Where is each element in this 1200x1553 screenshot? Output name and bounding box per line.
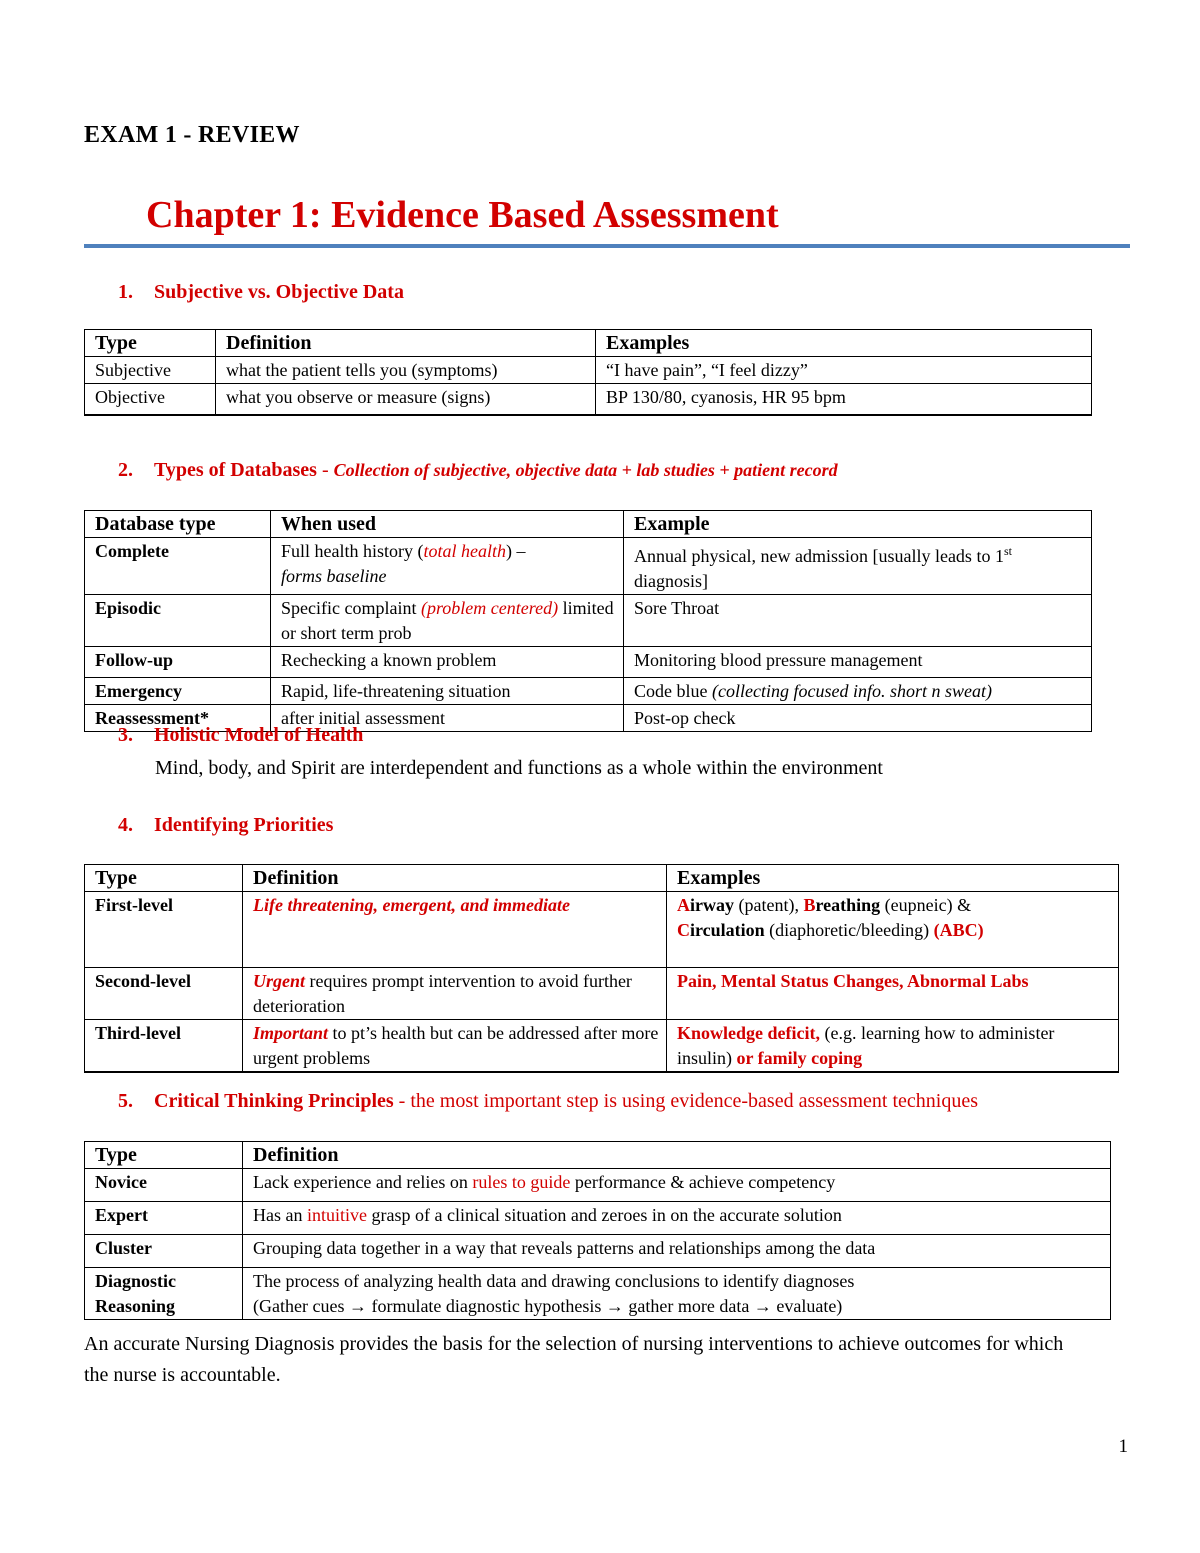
column-header: Definition	[243, 1142, 1111, 1169]
cell-highlight: Urgent	[253, 971, 306, 991]
section-number: 4.	[118, 814, 133, 836]
table-cell	[667, 892, 1119, 968]
critical-thinking-table	[84, 1141, 1111, 1320]
cell-highlight: Important	[253, 1023, 329, 1043]
section-title: Identifying Priorities	[154, 814, 334, 836]
section-4-heading	[84, 814, 333, 837]
table-header-row	[85, 865, 1119, 892]
table-cell: Third-level	[85, 1020, 243, 1073]
cell-text: limited or short term prob	[281, 598, 614, 643]
table-row	[85, 968, 1119, 1020]
section-number: 3.	[118, 724, 133, 746]
cell-highlight: Knowledge deficit,	[677, 1023, 820, 1043]
column-header: Examples	[596, 330, 1092, 357]
cell-highlight: intuitive	[306, 1205, 367, 1225]
table-header-row	[85, 511, 1092, 538]
table-row	[85, 1202, 1111, 1235]
chapter-title: Chapter 1: Evidence Based Assessment	[146, 194, 779, 236]
cell-text: (patent),	[734, 895, 804, 915]
table-row	[85, 1020, 1119, 1073]
table-cell: Life threatening, emergent, and immediate	[243, 892, 667, 968]
table-cell: Monitoring blood pressure management	[624, 647, 1092, 678]
cell-text: (collecting focused info. short n sweat)	[712, 681, 992, 701]
table-row	[85, 647, 1092, 678]
cell-text: diagnosis]	[634, 571, 708, 591]
cell-highlight: C	[677, 920, 690, 940]
column-header: Database type	[85, 511, 271, 538]
section-number: 2.	[118, 459, 133, 481]
table-row	[85, 678, 1092, 705]
cell-highlight: (problem centered)	[420, 598, 559, 618]
table-cell: after initial assessment	[271, 705, 624, 732]
section-5-heading	[84, 1090, 978, 1113]
cell-superscript: st	[1003, 544, 1012, 558]
cell-highlight: A	[677, 895, 690, 915]
priorities-table	[84, 864, 1119, 1073]
column-header: Definition	[216, 330, 596, 357]
table-cell: “I have pain”, “I feel dizzy”	[596, 357, 1092, 384]
table-cell: Episodic	[85, 595, 271, 647]
table-row	[85, 1268, 1111, 1320]
column-header: Examples	[667, 865, 1119, 892]
table-cell	[624, 678, 1092, 705]
table-row	[85, 538, 1092, 595]
section-title: Subjective vs. Objective Data	[154, 281, 404, 303]
cell-text: Full health history (	[281, 541, 424, 561]
cell-text: (Gather cues → formulate diagnostic hypothesis → gather more data → evaluate)	[253, 1296, 843, 1316]
section-title: Critical Thinking Principles	[154, 1090, 394, 1112]
table-cell: Complete	[85, 538, 271, 595]
cell-text: to pt’s health but can be addressed after more urgent problems	[253, 1023, 659, 1068]
database-types-table	[84, 510, 1092, 732]
table-cell: First-level	[85, 892, 243, 968]
table-row	[85, 595, 1092, 647]
chapter-divider	[84, 244, 1130, 248]
column-header: Definition	[243, 865, 667, 892]
table-cell	[271, 595, 624, 647]
cell-highlight: or family coping	[736, 1048, 863, 1068]
cell-text: The process of analyzing health data and drawing conclusions to identify diagnoses	[253, 1271, 855, 1291]
table-cell: what you observe or measure (signs)	[216, 384, 596, 415]
table-row	[85, 1169, 1111, 1202]
cell-text: irway	[690, 895, 734, 915]
table-cell: Second-level	[85, 968, 243, 1020]
cell-text: Code blue	[634, 681, 712, 701]
subjective-objective-table	[84, 329, 1092, 416]
table-cell: Expert	[85, 1202, 243, 1235]
table-row	[85, 357, 1092, 384]
table-cell: Grouping data together in a way that reveals patterns and relationships among the data	[243, 1235, 1111, 1268]
table-cell: Sore Throat	[624, 595, 1092, 647]
table-cell: Objective	[85, 384, 216, 415]
cell-highlight: B	[803, 895, 816, 915]
cell-text: (e.g. learning how to administer insulin)	[677, 1023, 1055, 1068]
cell-highlight: rules to guide	[472, 1172, 571, 1192]
table-cell: Cluster	[85, 1235, 243, 1268]
table-cell: Novice	[85, 1169, 243, 1202]
section-description: - the most important step is using evidence-based assessment techniques	[393, 1090, 978, 1112]
section-title: Holistic Model of Health	[154, 724, 364, 746]
exam-title: EXAM 1 - REVIEW	[84, 122, 300, 148]
table-cell: BP 130/80, cyanosis, HR 95 bpm	[596, 384, 1092, 415]
cell-text: performance & achieve competency	[570, 1172, 836, 1192]
column-header: Type	[85, 865, 243, 892]
table-row	[85, 1235, 1111, 1268]
table-cell	[243, 1268, 1111, 1320]
table-cell	[667, 1020, 1119, 1073]
cell-text: Annual physical, new admission [usually leads to 1	[634, 546, 1004, 566]
page-number: 1	[1118, 1436, 1128, 1457]
column-header: Example	[624, 511, 1092, 538]
table-cell: Rechecking a known problem	[271, 647, 624, 678]
section-dash: -	[316, 459, 334, 481]
table-cell	[243, 1169, 1111, 1202]
cell-text: forms baseline	[281, 566, 387, 586]
table-cell	[243, 1202, 1111, 1235]
section-1-heading	[84, 281, 404, 304]
cell-text: Lack experience and relies on	[253, 1172, 473, 1192]
table-cell: Follow-up	[85, 647, 271, 678]
table-cell: Pain, Mental Status Changes, Abnormal Labs	[667, 968, 1119, 1020]
cell-highlight: (ABC)	[933, 920, 984, 940]
holistic-model-text: Mind, body, and Spirit are interdependent and functions as a whole within the environment	[155, 757, 883, 779]
table-cell	[243, 968, 667, 1020]
table-cell: Post-op check	[624, 705, 1092, 732]
cell-text: irculation	[690, 920, 765, 940]
table-cell	[271, 538, 624, 595]
table-cell: Diagnostic Reasoning	[85, 1268, 243, 1320]
table-header-row	[85, 330, 1092, 357]
section-2-heading	[84, 459, 838, 482]
section-description: Collection of subjective, objective data + lab studies + patient record	[333, 460, 838, 480]
table-row	[85, 892, 1119, 968]
table-cell: Subjective	[85, 357, 216, 384]
table-cell: what the patient tells you (symptoms)	[216, 357, 596, 384]
section-number: 5.	[118, 1090, 133, 1112]
section-number: 1.	[118, 281, 133, 303]
cell-text: Specific complaint	[281, 598, 421, 618]
cell-highlight: total health	[423, 541, 506, 561]
column-header: Type	[85, 1142, 243, 1169]
cell-text: Has an	[253, 1205, 307, 1225]
table-cell: Emergency	[85, 678, 271, 705]
table-cell: Rapid, life-threatening situation	[271, 678, 624, 705]
closing-paragraph: An accurate Nursing Diagnosis provides the basis for the selection of nursing interventions to achieve outcomes for which the nurse is accountable.	[84, 1333, 1064, 1386]
table-row	[85, 384, 1092, 415]
column-header: Type	[85, 330, 216, 357]
cell-text: reathing	[815, 895, 881, 915]
cell-text: grasp of a clinical situation and zeroes in on the accurate solution	[366, 1205, 842, 1225]
section-3-heading	[84, 724, 363, 747]
cell-text: requires prompt intervention to avoid further deterioration	[253, 971, 632, 1016]
table-cell: Reassessment*	[85, 705, 271, 732]
section-title: Types of Databases	[154, 459, 317, 481]
cell-text: (diaphoretic/bleeding)	[764, 920, 934, 940]
column-header: When used	[271, 511, 624, 538]
table-cell	[624, 538, 1092, 595]
table-cell	[243, 1020, 667, 1073]
cell-text: ) –	[506, 541, 526, 561]
cell-text: (eupneic) &	[880, 895, 972, 915]
table-header-row	[85, 1142, 1111, 1169]
